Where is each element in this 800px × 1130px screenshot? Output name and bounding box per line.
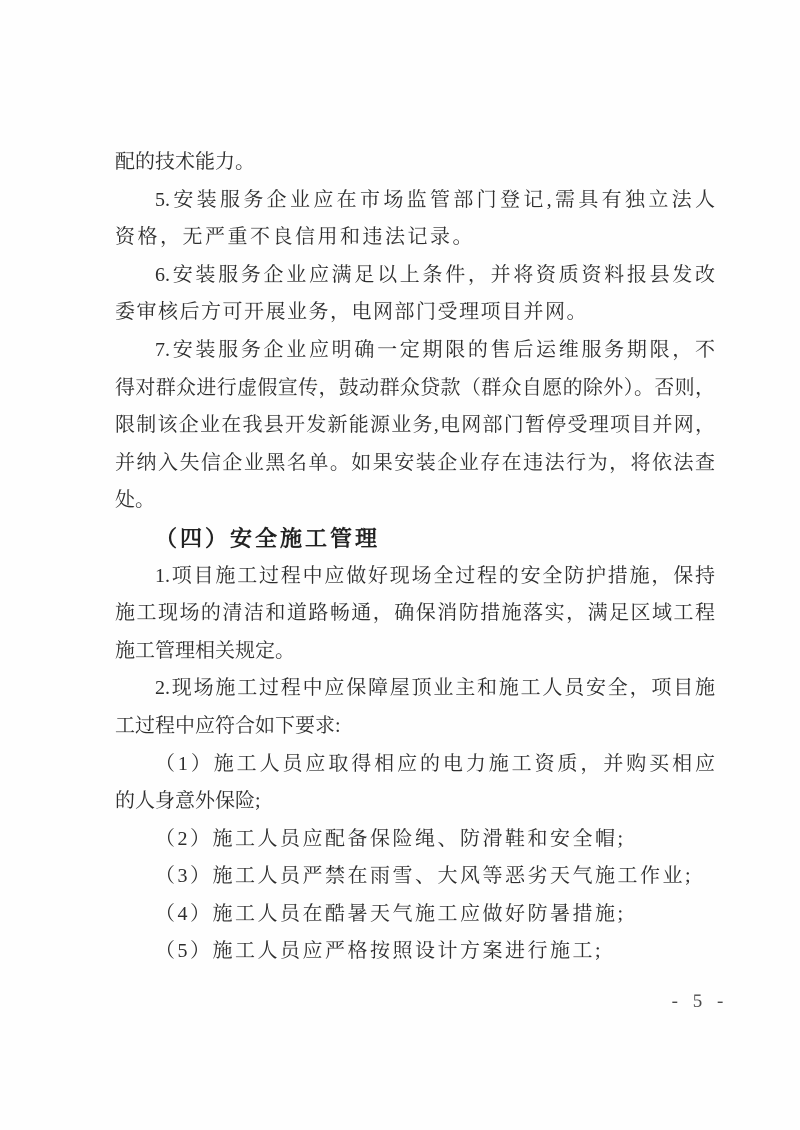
text-line: 得对群众进行虚假宣传，鼓动群众贷款（群众自愿的除外）。否则， <box>115 376 715 399</box>
text-line: （3）施工人员严禁在雨雪、大风等恶劣天气施工作业; <box>155 865 694 888</box>
text-line: （2）施工人员应配备保险绳、防滑鞋和安全帽; <box>155 827 626 850</box>
section-heading: （四）安全施工管理 <box>155 525 381 551</box>
text-line: 1.项目施工过程中应做好现场全过程的安全防护措施，保持 <box>155 564 715 587</box>
text-line: 配的技术能力。 <box>115 151 255 173</box>
text-line: 施工管理相关规定。 <box>115 639 295 662</box>
text-line: 资格，无严重不良信用和违法记录。 <box>115 226 475 249</box>
text-line: （5）施工人员应严格按照设计方案进行施工; <box>155 940 604 963</box>
text-line: 5.安装服务企业应在市场监管部门登记,需具有独立法人 <box>155 188 715 211</box>
page-number: - 5 - <box>671 991 729 1012</box>
text-line: 施工现场的清洁和道路畅通，确保消防措施落实，满足区域工程 <box>115 602 715 625</box>
text-line: 限制该企业在我县开发新能源业务,电网部门暂停受理项目并网， <box>115 414 715 437</box>
text-line: 处。 <box>115 489 155 512</box>
text-line: 2.现场施工过程中应保障屋顶业主和施工人员安全，项目施 <box>155 677 715 700</box>
text-line: 7.安装服务企业应明确一定期限的售后运维服务期限，不 <box>155 338 715 361</box>
text-line: （4）施工人员在酷暑天气施工应做好防暑措施; <box>155 902 626 925</box>
document-body <box>115 144 715 971</box>
text-line: 的人身意外保险; <box>115 790 261 813</box>
text-line: 6.安装服务企业应满足以上条件，并将资质资料报县发改 <box>155 263 715 286</box>
text-line: （1）施工人员应取得相应的电力施工资质，并购买相应 <box>155 752 715 775</box>
text-line: 并纳入失信企业黑名单。如果安装企业存在违法行为，将依法查 <box>115 451 715 474</box>
text-line: 委审核后方可开展业务，电网部门受理项目并网。 <box>115 301 588 324</box>
text-line: 工过程中应符合如下要求: <box>115 714 341 737</box>
